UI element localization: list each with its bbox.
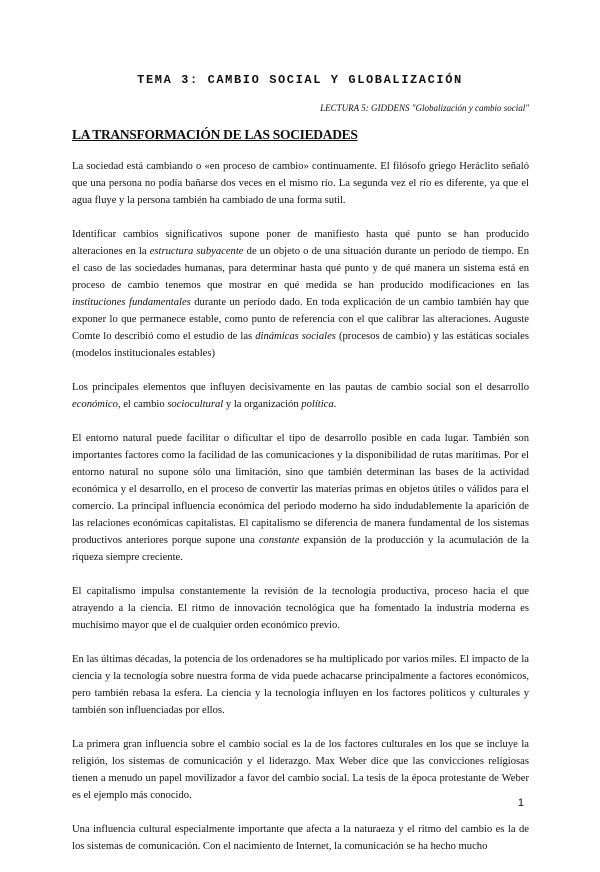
paragraph-text: Los principales elementos que influyen decisivamente en las pautas de cambio social son el desarrollo — [72, 382, 529, 393]
paragraph-text: El capitalismo impulsa constantemente la revisión de la tecnología productiva, proceso hacia el que atrayendo a la ciencia. El ritmo de innovación tecnológica que ha fomentado la industria moderna es muchísimo mayor que el de cualquier orden económico previo. — [72, 586, 529, 631]
italic-term: dinámicas sociales — [255, 331, 336, 342]
paragraph-text: expansión de la producción y la acumulación de la riqueza siempre creciente. — [72, 535, 529, 563]
section-heading: LA TRANSFORMACIÓN DE LAS SOCIEDADES — [72, 127, 358, 142]
paragraph-text: En las últimas décadas, la potencia de los ordenadores se ha multiplicado por varios miles. El impacto de la ciencia y la tecnología sobre nuestra forma de vida puede achacarse principalmente a factores económicos, pero también rebasa la esfera. La ciencia y la tecnología influyen en los factores políticos y culturales y también son influenciadas por ellos. — [72, 654, 529, 716]
italic-term: económico — [72, 399, 118, 410]
paragraph — [72, 226, 529, 362]
paragraph — [72, 430, 529, 566]
paragraph-text: de un objeto o de una situación durante un período de tiempo. En el caso de las sociedades humanas, para determinar hasta qué punto y de qué manera un sistema está en proceso de cambio tenemos que mostrar en qué medida se han producido modificaciones en las — [72, 246, 529, 291]
reading-reference: LECTURA 5: GIDDENS "Globalización y cambio social" — [320, 103, 529, 113]
paragraph-text: El entorno natural puede facilitar o dificultar el tipo de desarrollo posible en cada lugar. También son importantes factores como la facilidad de las comunicaciones y la disponibilidad de rutas marítimas. Por el entorno natural no supone sólo una limitación, sino que también determinan las bases de la actividad económica y el desarrollo, en el proceso de convertir las materias primas en objetos útiles o válidos para el comercio. La principal influencia económica del periodo moderno ha sido indudablemente la aparición de las relaciones económicas capitalistas. El capitalismo se diferencia de manera fundamental de los sistemas productivos anteriores porque supone una — [72, 433, 529, 546]
paragraph — [72, 821, 529, 855]
italic-term: sociocultural — [167, 399, 224, 410]
paragraph — [72, 158, 529, 209]
topic-title: TEMA 3: CAMBIO SOCIAL Y GLOBALIZACIÓN — [137, 73, 463, 87]
paragraph-text: La sociedad está cambiando o «en proceso de cambio» continuamente. El filósofo griego Heráclito señaló que una persona no podía bañarse dos veces en el mismo río. La segunda vez el río es diferente, ya que el agua fluye y la persona también ha cambiado de una forma sutil. — [72, 161, 529, 206]
body-text — [72, 158, 529, 872]
paragraph-text: Una influencia cultural especialmente importante que afecta a la naturaeza y el ritmo del cambio es la de los sistemas de comunicación. Con el nacimiento de Internet, la comunicación se ha hecho mucho — [72, 824, 529, 852]
paragraph — [72, 651, 529, 719]
paragraph-text: y la organización — [223, 399, 302, 410]
paragraph — [72, 379, 529, 413]
paragraph — [72, 583, 529, 634]
paragraph-text: . — [333, 399, 337, 410]
paragraph — [72, 736, 529, 804]
paragraph-text: Identificar cambios significativos supone poner de manifiesto hasta qué punto se han producido alteraciones en la — [72, 229, 529, 257]
italic-term: instituciones fundamentales — [72, 297, 191, 308]
paragraph-text: durante un período dado. En toda explicación de un cambio también hay que exponer lo que permanece estable, como punto de referencia con el que calibrar las alteraciones. Auguste Comte lo describió como el estudio de las — [72, 297, 529, 342]
italic-term: política — [301, 399, 334, 410]
paragraph-text: , el cambio — [117, 399, 168, 410]
italic-term: estructura subyacente — [149, 246, 244, 257]
paragraph-text: (procesos de cambio) y las estáticas sociales (modelos institucionales estables) — [72, 331, 530, 359]
page-number: 1 — [517, 797, 524, 809]
italic-term: constante — [258, 535, 300, 546]
paragraph-text: La primera gran influencia sobre el cambio social es la de los factores culturales en los que se incluye la religión, los sistemas de comunicación y el liderazgo. Max Weber dice que las convicciones religiosas tienen a menudo un papel movilizador a favor del cambio social. La tesis de la época protestante de Weber es el ejemplo más conocido. — [72, 739, 529, 801]
